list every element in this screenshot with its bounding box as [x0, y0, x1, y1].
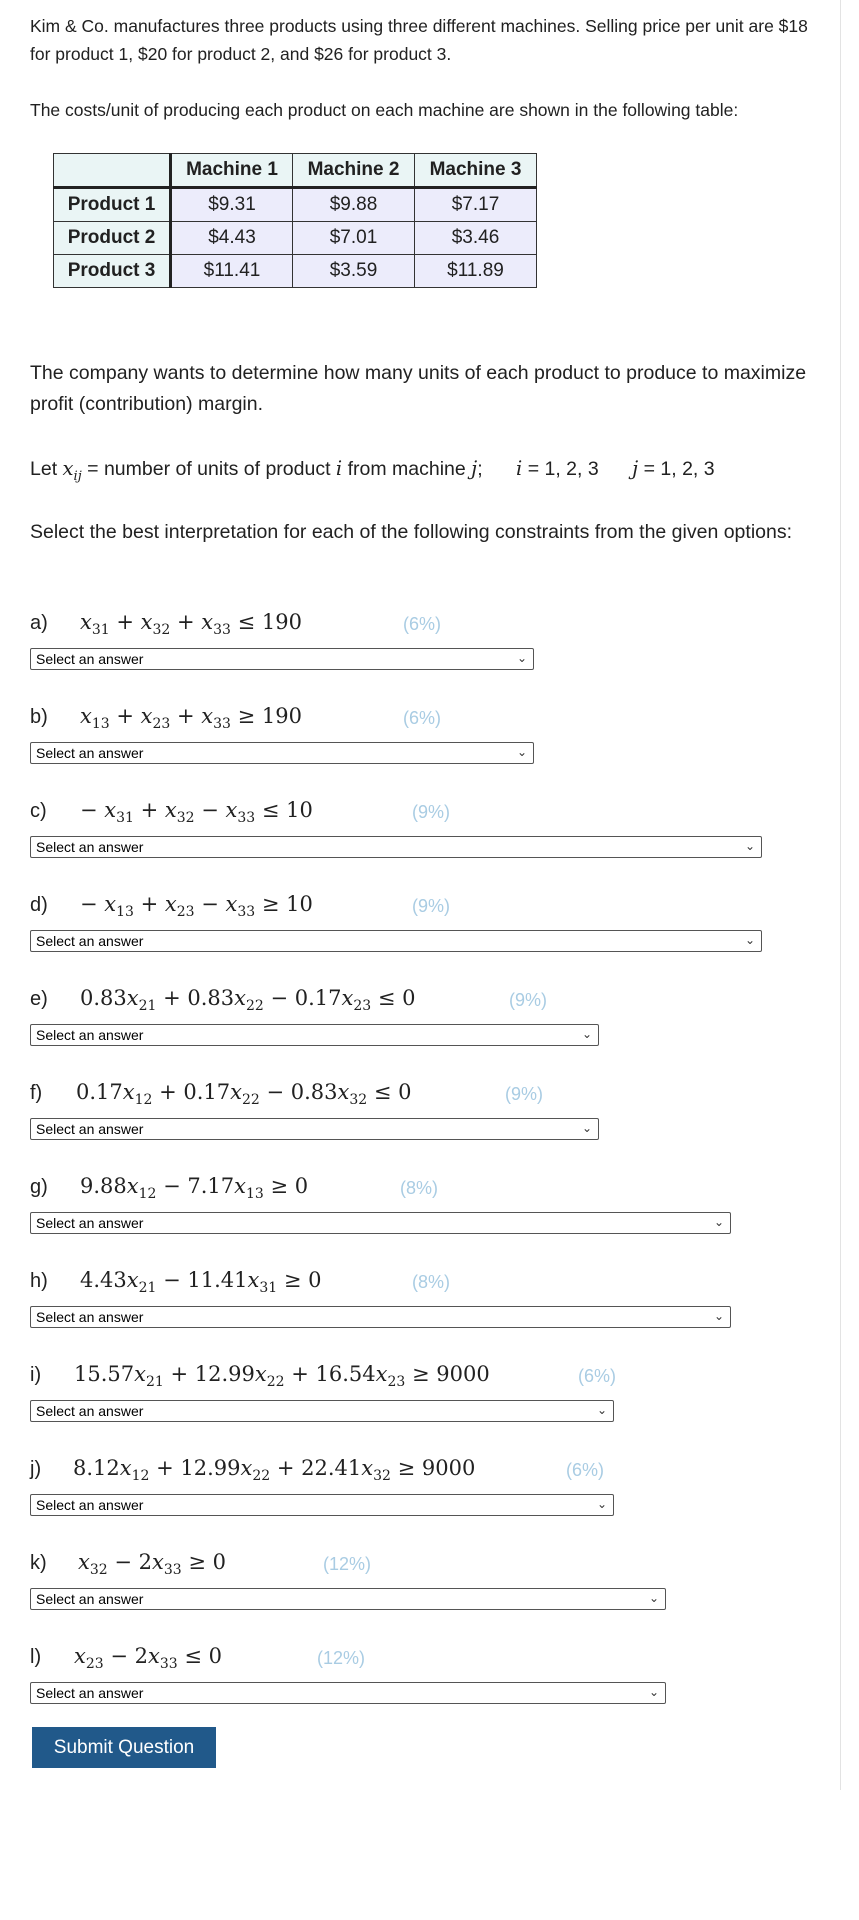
question-weight: (9%): [412, 802, 451, 822]
chevron-down-icon: ⌄: [596, 1403, 607, 1417]
answer-select-b[interactable]: Select an answer ⌄: [30, 742, 534, 764]
question-label: g): [30, 1176, 48, 1198]
answer-select-d[interactable]: Select an answer ⌄: [30, 930, 762, 952]
question-label: f): [30, 1082, 43, 1104]
table-cell: $9.88: [293, 188, 415, 222]
constraint-expression: $15.57x_{21} + 12.99x_{22} + 16.54x_{23} \ge 9000$: [74, 1362, 490, 1391]
constraint-expression: $x_{31} + x_{32} + x_{33} \le 190$: [80, 610, 302, 639]
table-row: [54, 222, 537, 255]
constraint-expression: $x_{32} - 2x_{33} \ge 0$: [78, 1550, 226, 1579]
constraint-expression: $0.17x_{12} + 0.17x_{22} - 0.83x_{32} \le 0$: [76, 1080, 412, 1109]
question-weight: (9%): [412, 896, 451, 916]
instructions: Select the best interpretation for each of the following constraints from the given options:: [30, 521, 793, 543]
column-header: Machine 3: [415, 154, 537, 188]
table-row: [54, 188, 537, 222]
cost-table: [53, 153, 537, 288]
question-label: i): [30, 1364, 42, 1386]
constraint-expression: $8.12x_{12} + 12.99x_{22} + 22.41x_{32} \ge 9000$: [73, 1456, 476, 1485]
question-weight: (6%): [403, 614, 442, 634]
question-label: h): [30, 1270, 48, 1292]
question-label: j): [30, 1458, 42, 1480]
question-weight: (6%): [566, 1460, 605, 1480]
constraint-expression: − $x_{31} + x_{32} - x_{33} \le 10$: [80, 798, 313, 827]
question-label: a): [30, 612, 48, 634]
answer-select-e[interactable]: Select an answer ⌄: [30, 1024, 599, 1046]
question-weight: (8%): [412, 1272, 451, 1292]
objective-text: The company wants to determine how many units of each product to produce to maximize profit (contribution) margin.: [30, 362, 807, 415]
question-label: l): [30, 1646, 42, 1668]
answer-select-g[interactable]: Select an answer ⌄: [30, 1212, 731, 1234]
variable-definition: Let $x_{ij}$ = number of units of product i from machine j; i = 1, 2, 3 j = 1, 2, 3: [30, 457, 715, 484]
chevron-down-icon: ⌄: [516, 745, 527, 759]
table-row: [54, 255, 537, 288]
constraint-expression: $9.88x_{12} - 7.17x_{13} \ge 0$: [80, 1174, 309, 1203]
table-cell: $4.43: [171, 222, 293, 255]
chevron-down-icon: ⌄: [744, 933, 755, 947]
table-cell: $11.89: [415, 255, 537, 288]
row-header: Product 1: [54, 188, 171, 222]
constraint-expression: − $x_{13} + x_{23} - x_{33} \ge 10$: [80, 892, 313, 921]
table-cell: $7.01: [293, 222, 415, 255]
question-weight: (12%): [323, 1554, 372, 1574]
question-weight: (6%): [578, 1366, 617, 1386]
answer-select-i[interactable]: Select an answer ⌄: [30, 1400, 614, 1422]
chevron-down-icon: ⌄: [713, 1215, 724, 1229]
column-header: Machine 1: [171, 154, 293, 188]
chevron-down-icon: ⌄: [581, 1027, 592, 1041]
question-weight: (12%): [317, 1648, 366, 1668]
submit-question-button[interactable]: Submit Question: [32, 1727, 216, 1768]
row-header: Product 3: [54, 255, 171, 288]
answer-select-j[interactable]: Select an answer ⌄: [30, 1494, 614, 1516]
column-header: Machine 2: [293, 154, 415, 188]
chevron-down-icon: ⌄: [581, 1121, 592, 1135]
answer-select-c[interactable]: Select an answer ⌄: [30, 836, 762, 858]
answer-select-h[interactable]: Select an answer ⌄: [30, 1306, 731, 1328]
table-cell: $11.41: [171, 255, 293, 288]
constraint-expression: $x_{23} - 2x_{33} \le 0$: [74, 1644, 222, 1673]
table-corner: [54, 154, 171, 188]
chevron-down-icon: ⌄: [648, 1685, 659, 1699]
table-cell: $7.17: [415, 188, 537, 222]
constraint-expression: $4.43x_{21} - 11.41x_{31} \ge 0$: [80, 1268, 322, 1297]
question-weight: (9%): [509, 990, 548, 1010]
constraint-expression: $0.83x_{21} + 0.83x_{22} - 0.17x_{23} \le 0$: [80, 986, 416, 1015]
table-cell: $3.59: [293, 255, 415, 288]
question-label: e): [30, 988, 48, 1010]
answer-select-a[interactable]: Select an answer ⌄: [30, 648, 534, 670]
intro-paragraph-2: The costs/unit of producing each product on each machine are shown in the following table:: [30, 100, 739, 120]
question-weight: (6%): [403, 708, 442, 728]
question-weight: (9%): [505, 1084, 544, 1104]
chevron-down-icon: ⌄: [596, 1497, 607, 1511]
row-header: Product 2: [54, 222, 171, 255]
intro-paragraph-1: Kim & Co. manufactures three products using three different machines. Selling price per unit are $18 for product 1, $20 for product 2, and $26 for product 3.: [30, 16, 808, 64]
chevron-down-icon: ⌄: [648, 1591, 659, 1605]
table-cell: $3.46: [415, 222, 537, 255]
answer-select-k[interactable]: Select an answer ⌄: [30, 1588, 666, 1610]
question-label: b): [30, 706, 48, 728]
chevron-down-icon: ⌄: [516, 651, 527, 665]
question-label: c): [30, 800, 47, 822]
answer-select-l[interactable]: Select an answer ⌄: [30, 1682, 666, 1704]
constraint-expression: $x_{13} + x_{23} + x_{33} \ge 190$: [80, 704, 302, 733]
chevron-down-icon: ⌄: [713, 1309, 724, 1323]
table-cell: $9.31: [171, 188, 293, 222]
answer-select-f[interactable]: Select an answer ⌄: [30, 1118, 599, 1140]
question-weight: (8%): [400, 1178, 439, 1198]
question-label: d): [30, 894, 48, 916]
chevron-down-icon: ⌄: [744, 839, 755, 853]
question-label: k): [30, 1552, 47, 1574]
table-header-row: [54, 154, 537, 188]
